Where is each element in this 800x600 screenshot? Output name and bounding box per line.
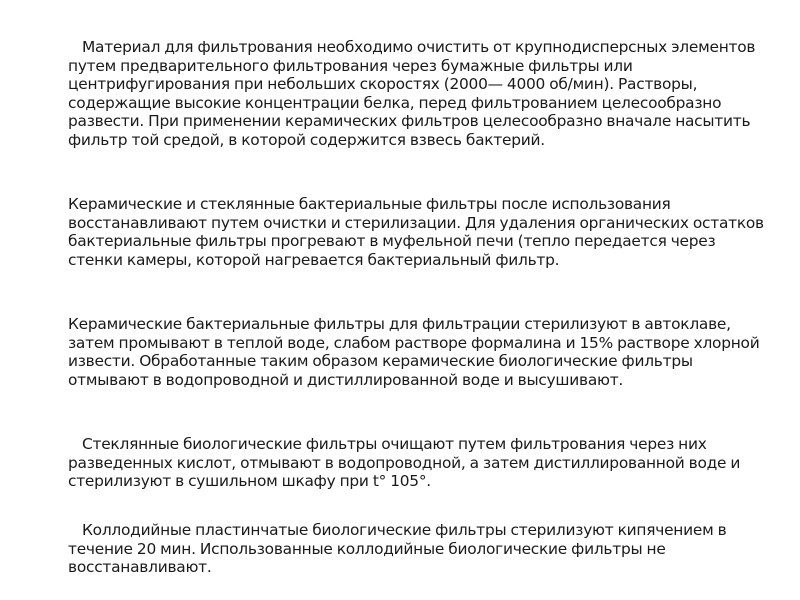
paragraph-collodion-filter-sterilization: Коллодийные пластинчатые биологические фильтры стерилизуют кипячением в течение 20 мин. Использованные коллодийные биологические фильтры не восстанавливают. <box>68 521 727 577</box>
paragraph-filter-material-preparation: Материал для фильтрования необходимо очистить от крупнодисперсных элементов путем предварительного фильтрования через бумажные фильтры или центрифугирования при небольших скоростях (2000— 4000 об/мин). Растворы, содержащие высокие концентрации белка, перед фильтрованием целесообразно развести. При применении керамических фильтров целесообразно вначале насытить фильтр той средой, в которой содержится взвесь бактерий. <box>68 38 756 149</box>
paragraph-glass-filter-cleaning: Стеклянные биологические фильтры очищают путем фильтрования через них разведенных кислот, отмывают в водопроводной, а затем дистиллированной воде и стерилизуют в сушильном шкафу при t° 105°. <box>68 435 741 491</box>
paragraph-ceramic-glass-filter-restoration: Керамические и стеклянные бактериальные фильтры после использования восстанавливают путем очистки и стерилизации. Для удаления органических остатков бактериальные фильтры прогревают в муфельной печи (тепло передается через стенки камеры, которой нагревается бактериальный фильтр. <box>68 195 764 269</box>
paragraph-ceramic-filter-sterilization: Керамические бактериальные фильтры для фильтрации стерилизуют в автоклаве, затем промывают в теплой воде, слабом растворе формалина и 15% растворе хлорной извести. Обработанные таким образом керамические биологические фильтры отмывают в водопроводной и дистиллированной воде и высушивают. <box>68 315 760 389</box>
